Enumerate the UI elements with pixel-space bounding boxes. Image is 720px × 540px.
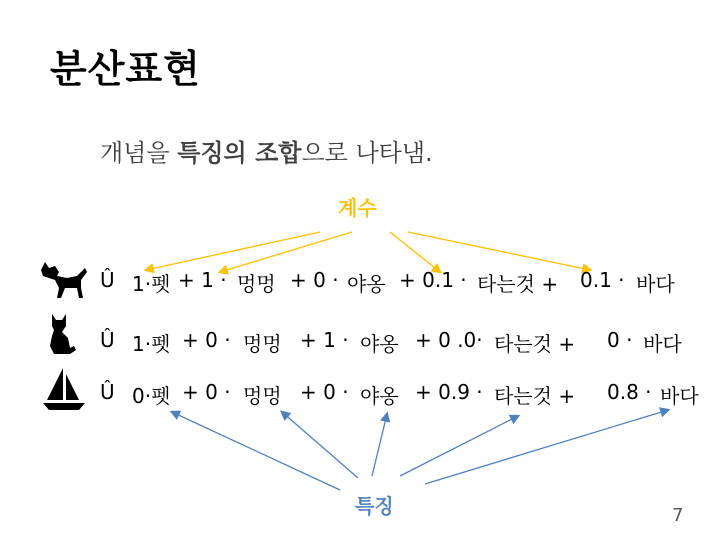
coefficient-arrows [146, 232, 590, 272]
coef-arrow-3 [390, 232, 440, 272]
coef-ride: + 0.9 · [415, 380, 483, 404]
coef-meow: + 0 · [290, 268, 339, 292]
feature-meow: 야옹 [347, 272, 386, 296]
feature-sea: 바다 [636, 272, 675, 296]
coef-ride: + 0.1 · [399, 268, 467, 292]
feature-bark: 멍멍 [243, 384, 282, 408]
coef-bark: + 0 · [182, 328, 231, 352]
coef-pet: 1·펫 [132, 272, 171, 296]
feature-meow: 야옹 [360, 384, 399, 408]
feat-arrow-3 [372, 414, 387, 476]
feature-ride: 타는것 + [477, 272, 559, 296]
coef-ride: + 0 .0· [415, 328, 483, 352]
coef-pet: 0·펫 [132, 384, 171, 408]
coef-bark: + 0 · [182, 380, 231, 404]
feature-label: 특징 [355, 494, 394, 518]
coef-meow: + 0 · [300, 380, 349, 404]
subtitle-pre: 개념을 [100, 139, 178, 167]
feature-bark: 멍멍 [237, 272, 276, 296]
row-cat [0, 328, 720, 368]
feat-arrow-4 [400, 416, 518, 476]
feature-arrows [172, 410, 668, 490]
page-number: 7 [672, 505, 684, 526]
equiv-symbol: Û [100, 328, 115, 352]
feature-meow: 야옹 [360, 332, 399, 356]
coef-sea: 0 · [607, 328, 633, 352]
subtitle-bold: 특징의 조합 [177, 139, 302, 167]
feature-bark: 멍멍 [243, 332, 282, 356]
row-dog [0, 268, 720, 308]
coefficient-label: 계수 [338, 196, 377, 220]
coef-pet: 1·펫 [132, 332, 171, 356]
coef-arrow-1 [146, 232, 320, 270]
equiv-symbol: Û [100, 380, 115, 404]
coef-bark: + 1 · [178, 268, 227, 292]
coef-arrow-2 [220, 232, 352, 272]
feature-sea: 바다 [660, 384, 699, 408]
feat-arrow-1 [172, 412, 340, 490]
equiv-symbol: Û [100, 268, 115, 292]
feat-arrow-5 [425, 410, 668, 484]
coef-sea: 0.8 · [607, 380, 652, 404]
coef-meow: + 1 · [300, 328, 349, 352]
feature-ride: 타는것 + [494, 332, 576, 356]
feature-sea: 바다 [643, 332, 682, 356]
feature-ride: 타는것 + [494, 384, 576, 408]
coef-sea: 0.1 · [580, 268, 625, 292]
slide-title: 분산표현 [50, 47, 201, 91]
coef-arrow-4 [408, 232, 590, 270]
row-boat [0, 380, 720, 420]
subtitle-post: 으로 나타냄. [301, 139, 433, 167]
